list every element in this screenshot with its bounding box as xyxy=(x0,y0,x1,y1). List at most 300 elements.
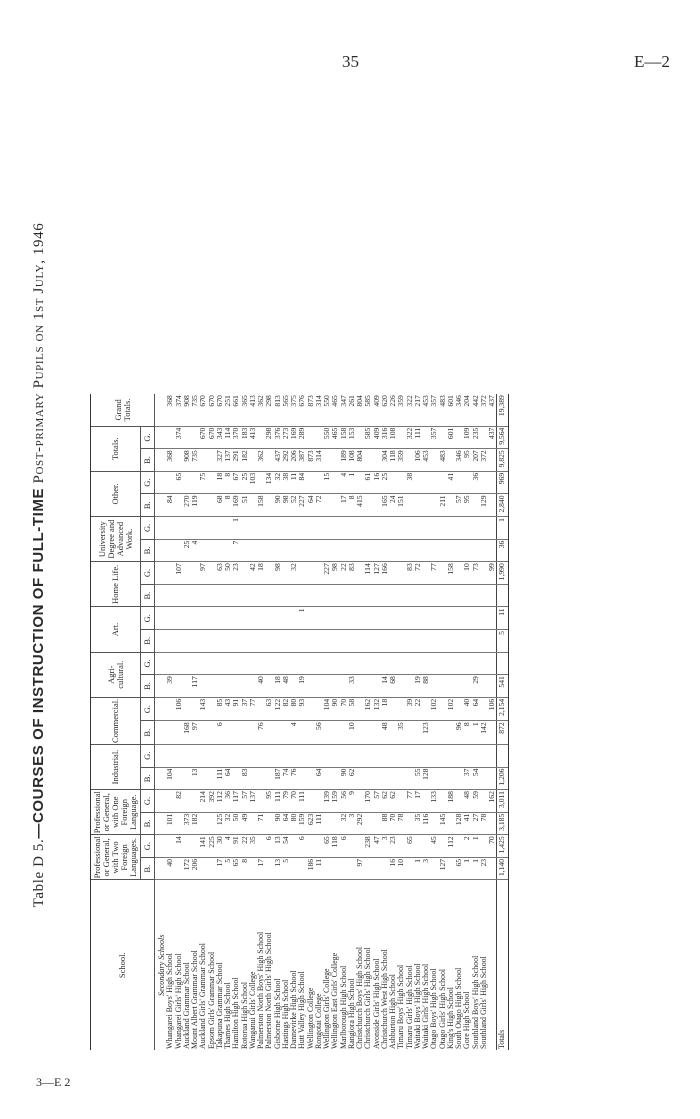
table-cell xyxy=(488,744,497,767)
table-row xyxy=(265,394,273,1050)
table-cell xyxy=(340,652,348,675)
table-cell xyxy=(199,449,207,472)
table-cell xyxy=(307,539,315,562)
table-row xyxy=(364,394,372,1050)
table-cell xyxy=(323,767,331,790)
table-cell xyxy=(373,767,381,790)
table-cell xyxy=(430,721,438,745)
table-cell: 18 xyxy=(381,697,389,721)
table-cell: 91 xyxy=(232,835,240,858)
table-cell: 54 xyxy=(282,835,290,858)
table-cell: 10 xyxy=(463,562,471,585)
table-cell: 104 xyxy=(323,697,331,721)
table-row xyxy=(298,394,306,1050)
table-cell xyxy=(199,584,207,607)
table-cell xyxy=(323,675,331,698)
table-cell: 4 xyxy=(340,471,348,494)
table-cell: 123 xyxy=(422,721,430,745)
table-cell: 261 xyxy=(348,394,356,426)
table-cell: 70 xyxy=(389,812,397,835)
table-cell: 1 xyxy=(298,607,306,630)
table-cell: 65 xyxy=(323,835,331,858)
school-name: Auckland Girls' Grammar School xyxy=(198,943,208,1049)
table-cell: 304 xyxy=(381,449,389,472)
table-cell: 109 xyxy=(463,426,471,449)
table-cell: 76 xyxy=(257,721,265,745)
subheader-girls: G. xyxy=(141,835,155,858)
table-cell: 116 xyxy=(422,812,430,835)
table-cell: 322 xyxy=(406,394,414,426)
table-cell: 98 xyxy=(282,494,290,517)
table-cell xyxy=(307,426,315,449)
table-cell xyxy=(389,562,397,585)
header-commercial: Commercial. xyxy=(91,697,141,744)
school-name: Southland Boys' High School xyxy=(470,955,480,1049)
table-cell xyxy=(290,744,298,767)
table-cell: 133 xyxy=(430,790,438,813)
table-cell xyxy=(488,675,497,698)
table-cell xyxy=(447,675,455,698)
school-name: Timaru Boys' High School xyxy=(396,964,406,1049)
table-cell: 409 xyxy=(373,394,381,426)
table-cell xyxy=(455,517,463,540)
table-cell: 41 xyxy=(447,471,455,494)
table-cell xyxy=(406,494,414,517)
table-cell xyxy=(241,584,249,607)
table-cell xyxy=(364,744,372,767)
table-cell xyxy=(356,744,364,767)
table-cell xyxy=(364,652,372,675)
table-cell: 11 xyxy=(497,607,508,630)
table-cell: 550 xyxy=(323,394,331,426)
table-cell: 39 xyxy=(166,675,174,698)
table-cell: 37 xyxy=(241,697,249,721)
table-cell: 56 xyxy=(315,721,323,745)
table-cell xyxy=(257,652,265,675)
table-cell xyxy=(331,630,339,653)
table-cell xyxy=(455,471,463,494)
table-cell xyxy=(307,697,315,721)
table-cell: 314 xyxy=(315,449,323,472)
table-cell: 64 xyxy=(282,812,290,835)
table-cell: 5 xyxy=(282,857,290,880)
subheader-girls: G. xyxy=(141,471,155,494)
school-name: Christchurch Girls' High School xyxy=(363,947,373,1049)
table-cell xyxy=(282,584,290,607)
subheader-boys: B. xyxy=(141,584,155,607)
table-cell xyxy=(340,857,348,880)
table-cell xyxy=(315,652,323,675)
table-cell: 1,990 xyxy=(497,562,508,585)
table-cell xyxy=(307,744,315,767)
table-cell xyxy=(249,539,257,562)
table-cell: 3,185 xyxy=(497,812,508,835)
table-cell xyxy=(356,675,364,698)
table-cell xyxy=(373,539,381,562)
table-cell: 1,425 xyxy=(497,835,508,858)
table-cell xyxy=(224,675,232,698)
table-cell: 90 xyxy=(274,812,282,835)
table-cell: 128 xyxy=(422,767,430,790)
table-cell: 372 xyxy=(480,449,488,472)
school-name: Ashburton High School xyxy=(388,974,397,1049)
table-cell xyxy=(224,721,232,745)
table-cell xyxy=(208,517,216,540)
table-cell xyxy=(381,539,389,562)
table-cell: 6 xyxy=(298,835,306,858)
table-cell: 108 xyxy=(348,449,356,472)
table-cell: 117 xyxy=(232,790,240,813)
table-cell xyxy=(166,630,174,653)
table-cell: 623 xyxy=(307,812,315,835)
table-cell: 19,389 xyxy=(497,394,508,426)
table-cell: 908 xyxy=(183,394,191,426)
table-cell: 88 xyxy=(381,812,389,835)
table-cell: 735 xyxy=(191,449,199,472)
table-cell xyxy=(439,584,447,607)
table-cell xyxy=(439,652,447,675)
table-cell xyxy=(199,539,207,562)
table-cell xyxy=(340,744,348,767)
table-cell xyxy=(439,607,447,630)
table-row xyxy=(166,394,174,1050)
table-cell: 217 xyxy=(414,394,422,426)
table-cell xyxy=(373,857,381,880)
table-cell: 39 xyxy=(406,697,414,721)
table-cell xyxy=(307,675,315,698)
table-cell: 80 xyxy=(290,812,298,835)
table-cell: 437 xyxy=(488,394,497,426)
table-cell xyxy=(430,744,438,767)
table-cell: 368 xyxy=(166,394,174,426)
table-cell: 51 xyxy=(241,494,249,517)
table-cell xyxy=(463,652,471,675)
subheader-girls: G. xyxy=(141,790,155,813)
table-cell xyxy=(199,652,207,675)
table-cell xyxy=(315,607,323,630)
table-cell: 16 xyxy=(389,857,397,880)
table-cell xyxy=(348,835,356,858)
table-cell: 70 xyxy=(290,790,298,813)
table-cell: 4 xyxy=(290,721,298,745)
table-cell xyxy=(307,652,315,675)
table-cell xyxy=(257,584,265,607)
table-cell: 1 xyxy=(414,857,422,880)
table-cell: 67 xyxy=(232,471,240,494)
table-cell xyxy=(373,584,381,607)
table-row xyxy=(331,394,339,1050)
table-cell: 1 xyxy=(463,857,471,880)
table-cell: 19 xyxy=(414,675,422,698)
table-cell xyxy=(249,607,257,630)
table-cell xyxy=(422,539,430,562)
table-cell xyxy=(455,584,463,607)
table-cell xyxy=(430,517,438,540)
table-cell xyxy=(298,584,306,607)
table-cell: 238 xyxy=(364,835,372,858)
table-cell xyxy=(216,517,224,540)
table-cell: 17 xyxy=(340,494,348,517)
table-cell: 189 xyxy=(340,449,348,472)
table-cell: 97 xyxy=(199,562,207,585)
table-cell xyxy=(216,675,224,698)
table-cell xyxy=(381,517,389,540)
table-cell: 13 xyxy=(274,857,282,880)
table-cell: 114 xyxy=(224,426,232,449)
table-cell: 36 xyxy=(497,539,508,562)
table-cell xyxy=(175,517,183,540)
table-cell xyxy=(397,767,405,790)
table-cell xyxy=(447,517,455,540)
table-cell xyxy=(488,494,497,517)
table-cell xyxy=(199,721,207,745)
table-cell: 316 xyxy=(381,426,389,449)
table-cell xyxy=(480,630,488,653)
table-cell xyxy=(232,630,240,653)
table-cell: 291 xyxy=(232,449,240,472)
table-cell xyxy=(249,767,257,790)
table-cell: 82 xyxy=(175,790,183,813)
table-cell xyxy=(191,744,199,767)
table-cell xyxy=(397,607,405,630)
table-cell xyxy=(290,539,298,562)
table-cell: 108 xyxy=(389,426,397,449)
table-cell xyxy=(422,584,430,607)
table-cell: 77 xyxy=(406,790,414,813)
table-cell: 125 xyxy=(216,812,224,835)
table-cell: 204 xyxy=(463,394,471,426)
table-cell: 84 xyxy=(166,494,174,517)
table-cell xyxy=(232,607,240,630)
table-cell xyxy=(175,630,183,653)
table-cell xyxy=(265,744,273,767)
table-cell xyxy=(463,607,471,630)
table-cell xyxy=(298,652,306,675)
table-cell xyxy=(480,767,488,790)
table-cell xyxy=(274,539,282,562)
table-cell: 38 xyxy=(282,471,290,494)
table-cell: 95 xyxy=(265,790,273,813)
table-cell: 82 xyxy=(282,697,290,721)
table-cell xyxy=(315,744,323,767)
table-cell: 57 xyxy=(373,790,381,813)
table-cell xyxy=(183,652,191,675)
table-cell xyxy=(290,584,298,607)
table-cell xyxy=(290,857,298,880)
table-cell: 357 xyxy=(430,394,438,426)
table-cell: 106 xyxy=(175,697,183,721)
school-name: Waitaki Girls' High School xyxy=(421,963,430,1049)
school-name: Hastings High School xyxy=(280,979,290,1049)
table-cell: 9,825 xyxy=(497,449,508,472)
table-cell: 9,564 xyxy=(497,426,508,449)
table-cell xyxy=(265,607,273,630)
table-cell: 206 xyxy=(191,857,199,880)
table-cell xyxy=(224,607,232,630)
table-cell: 83 xyxy=(348,562,356,585)
table-cell: 36 xyxy=(472,471,480,494)
table-cell xyxy=(488,539,497,562)
table-cell xyxy=(397,630,405,653)
table-cell xyxy=(447,652,455,675)
table-cell xyxy=(488,607,497,630)
table-cell: 226 xyxy=(389,394,397,426)
table-cell xyxy=(249,652,257,675)
table-cell xyxy=(439,721,447,745)
table-cell xyxy=(323,812,331,835)
table-cell: 96 xyxy=(455,721,463,745)
table-cell xyxy=(257,539,265,562)
table-cell: 413 xyxy=(249,394,257,426)
table-cell: 359 xyxy=(397,394,405,426)
table-cell xyxy=(406,652,414,675)
table-cell xyxy=(381,607,389,630)
table-cell xyxy=(447,767,455,790)
table-cell xyxy=(282,539,290,562)
table-cell xyxy=(257,744,265,767)
table-cell: 442 xyxy=(472,394,480,426)
table-cell xyxy=(455,744,463,767)
table-cell: 409 xyxy=(373,426,381,449)
table-cell: 119 xyxy=(191,494,199,517)
table-cell: 27 xyxy=(472,812,480,835)
table-cell xyxy=(430,675,438,698)
header-one-language: Professional or General, with One Foreign Language. xyxy=(91,790,141,835)
table-cell: 186 xyxy=(307,857,315,880)
table-cell xyxy=(364,517,372,540)
table-cell: 270 xyxy=(183,494,191,517)
table-cell: 64 xyxy=(472,697,480,721)
table-cell: 483 xyxy=(439,394,447,426)
table-cell xyxy=(389,697,397,721)
header-agricultural: Agri-cultural. xyxy=(91,652,141,697)
table-cell: 1 xyxy=(472,835,480,858)
table-cell: 362 xyxy=(257,449,265,472)
table-row xyxy=(488,394,497,1050)
table-cell: 188 xyxy=(447,790,455,813)
table-row xyxy=(224,394,232,1050)
table-cell: 465 xyxy=(331,426,339,449)
table-cell xyxy=(298,562,306,585)
table-cell xyxy=(282,517,290,540)
table-cell xyxy=(480,471,488,494)
table-cell xyxy=(241,721,249,745)
table-cell xyxy=(397,539,405,562)
table-cell xyxy=(430,652,438,675)
table-cell xyxy=(216,744,224,767)
table-cell: 4 xyxy=(191,539,199,562)
table-cell xyxy=(348,630,356,653)
table-cell: 77 xyxy=(430,562,438,585)
table-row xyxy=(290,394,298,1050)
table-title xyxy=(30,100,48,1030)
table-row xyxy=(422,394,430,1050)
table-cell xyxy=(348,607,356,630)
table-cell: 25 xyxy=(241,471,249,494)
table-cell: 872 xyxy=(497,721,508,745)
table-cell: 415 xyxy=(356,494,364,517)
table-cell xyxy=(381,630,389,653)
subheader-girls: G. xyxy=(141,562,155,585)
table-cell: 670 xyxy=(216,394,224,426)
table-cell: 95 xyxy=(463,494,471,517)
table-cell xyxy=(265,584,273,607)
table-cell: 465 xyxy=(331,394,339,426)
table-cell: 670 xyxy=(208,426,216,449)
table-cell: 55 xyxy=(414,767,422,790)
table-cell xyxy=(480,517,488,540)
table-cell: 73 xyxy=(472,562,480,585)
table-cell: 25 xyxy=(381,471,389,494)
table-cell: 2,154 xyxy=(497,697,508,721)
table-cell: 79 xyxy=(282,790,290,813)
table-cell: 207 xyxy=(472,449,480,472)
table-cell xyxy=(430,607,438,630)
table-cell xyxy=(191,517,199,540)
table-cell: 168 xyxy=(183,721,191,745)
table-cell: 5 xyxy=(497,630,508,653)
table-cell: 32 xyxy=(224,812,232,835)
table-cell xyxy=(472,607,480,630)
table-cell xyxy=(183,517,191,540)
table-cell: 804 xyxy=(356,449,364,472)
school-name: Christchurch Boys' High School xyxy=(355,946,364,1049)
table-cell: 873 xyxy=(307,394,315,426)
table-cell: 104 xyxy=(166,767,174,790)
table-cell xyxy=(356,539,364,562)
table-cell xyxy=(488,857,497,880)
table-cell: 735 xyxy=(191,394,199,426)
table-cell xyxy=(290,652,298,675)
table-cell: 33 xyxy=(348,675,356,698)
table-cell xyxy=(232,744,240,767)
table-cell: 392 xyxy=(208,790,216,813)
table-cell xyxy=(364,584,372,607)
table-cell xyxy=(298,721,306,745)
table-cell: 6 xyxy=(340,835,348,858)
table-cell xyxy=(356,584,364,607)
table-cell xyxy=(307,471,315,494)
table-cell xyxy=(331,584,339,607)
table-cell xyxy=(232,652,240,675)
table-cell xyxy=(364,767,372,790)
table-cell: 41 xyxy=(463,812,471,835)
table-row xyxy=(216,394,224,1050)
subheader-girls: G. xyxy=(141,652,155,675)
table-cell: 129 xyxy=(480,494,488,517)
table-cell: 72 xyxy=(414,562,422,585)
table-cell: 142 xyxy=(480,721,488,745)
table-cell: 8 xyxy=(241,857,249,880)
table-cell: 227 xyxy=(323,562,331,585)
table-cell xyxy=(480,584,488,607)
table-cell xyxy=(307,790,315,813)
table-cell xyxy=(199,494,207,517)
table-cell: 83 xyxy=(241,767,249,790)
table-cell: 25 xyxy=(183,539,191,562)
table-cell xyxy=(356,517,364,540)
table-cell xyxy=(439,767,447,790)
table-cell: 78 xyxy=(480,812,488,835)
table-cell: 64 xyxy=(224,767,232,790)
table-cell xyxy=(430,767,438,790)
table-cell: 68 xyxy=(389,675,397,698)
table-cell: 23 xyxy=(232,562,240,585)
table-cell xyxy=(348,744,356,767)
table-cell: 97 xyxy=(356,857,364,880)
table-cell: 413 xyxy=(249,426,257,449)
table-cell: 90 xyxy=(274,494,282,517)
